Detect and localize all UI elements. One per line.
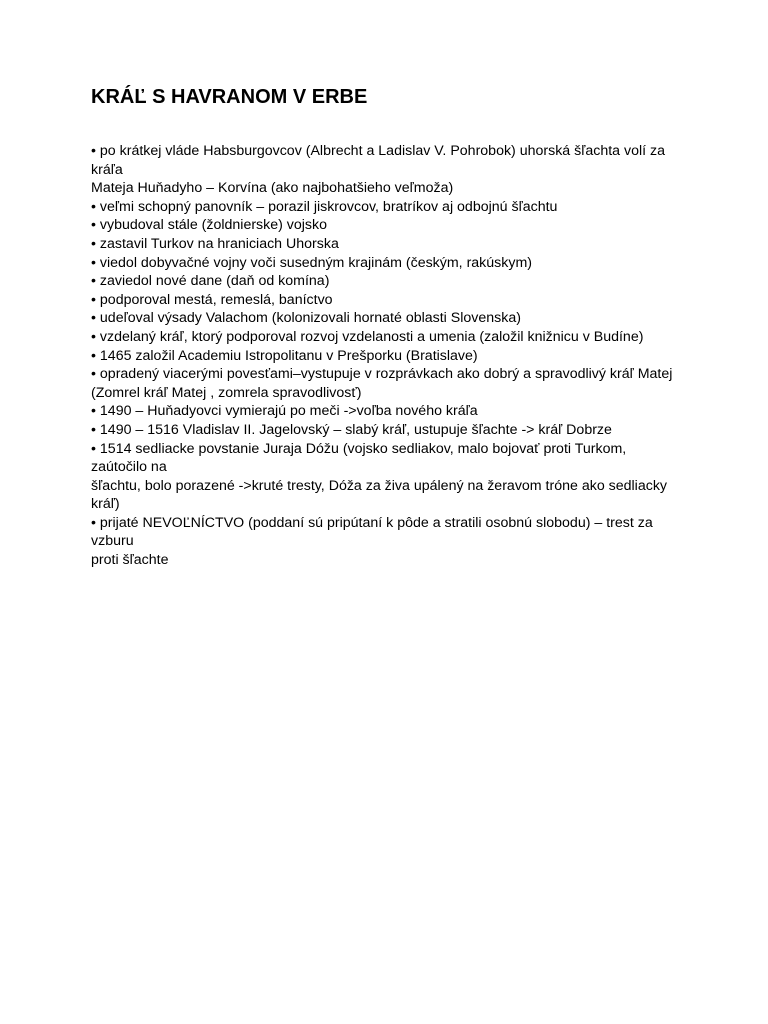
text-line: • prijaté NEVOĽNÍCTVO (poddaní sú pripútaní k pôde a stratili osobnú slobodu) – trest za bbox=[91, 514, 653, 531]
text-line: • udeľoval výsady Valachom (kolonizovali hornaté oblasti Slovenska) bbox=[91, 310, 521, 327]
text-line: Mateja Huňadyho – Korvína (ako najbohatšieho veľmoža) bbox=[91, 180, 454, 197]
text-line: • zastavil Turkov na hraniciach Uhorska bbox=[91, 235, 339, 252]
text-line: (Zomrel kráľ Matej , zomrela spravodlivosť) bbox=[91, 384, 362, 401]
text-line: kráľa bbox=[91, 161, 123, 178]
text-line: • 1514 sedliacke povstanie Juraja Dóžu (vojsko sedliakov, malo bojovať proti Turkom, bbox=[91, 440, 627, 457]
text-line: • vybudoval stále (žoldnierske) vojsko bbox=[91, 217, 328, 234]
text-line: • po krátkej vláde Habsburgovcov (Albrecht a Ladislav V. Pohrobok) uhorská šľachta volí za bbox=[91, 143, 666, 159]
document-title: KRÁĽ S HAVRANOM V ERBE bbox=[91, 86, 368, 108]
text-line: • 1490 – Huňadyovci vymierajú po meči ->voľba nového kráľa bbox=[91, 403, 478, 420]
text-line: • opradený viacerými povesťami–vystupuje v rozprávkach ako dobrý a spravodlivý kráľ Matej bbox=[91, 366, 673, 383]
text-line: zaútočilo na bbox=[91, 459, 167, 476]
text-line: • 1490 – 1516 Vladislav II. Jagelovský – slabý kráľ, ustupuje šľachte -> kráľ Dobrze bbox=[91, 421, 612, 438]
text-line: šľachtu, bolo porazené ->kruté tresty, Dóža za živa upálený na žeravom tróne ako sedliacky bbox=[91, 477, 668, 494]
text-line: • veľmi schopný panovník – porazil jiskrovcov, bratríkov aj odbojnú šľachtu bbox=[91, 198, 558, 215]
text-line: • viedol dobyvačné vojny voči susedným krajinám (českým, rakúskym) bbox=[91, 254, 532, 271]
document-body bbox=[91, 142, 691, 570]
text-line: • podporoval mestá, remeslá, baníctvo bbox=[91, 291, 333, 308]
text-line: • zaviedol nové dane (daň od komína) bbox=[91, 273, 330, 290]
text-line: kráľ) bbox=[91, 496, 120, 513]
text-line: • 1465 založil Academiu Istropolitanu v Prešporku (Bratislave) bbox=[91, 347, 478, 364]
text-line: • vzdelaný kráľ, ktorý podporoval rozvoj vzdelanosti a umenia (založil knižnicu v Budíne) bbox=[91, 328, 644, 345]
text-line: proti šľachte bbox=[91, 552, 169, 569]
text-line: vzburu bbox=[91, 533, 134, 550]
